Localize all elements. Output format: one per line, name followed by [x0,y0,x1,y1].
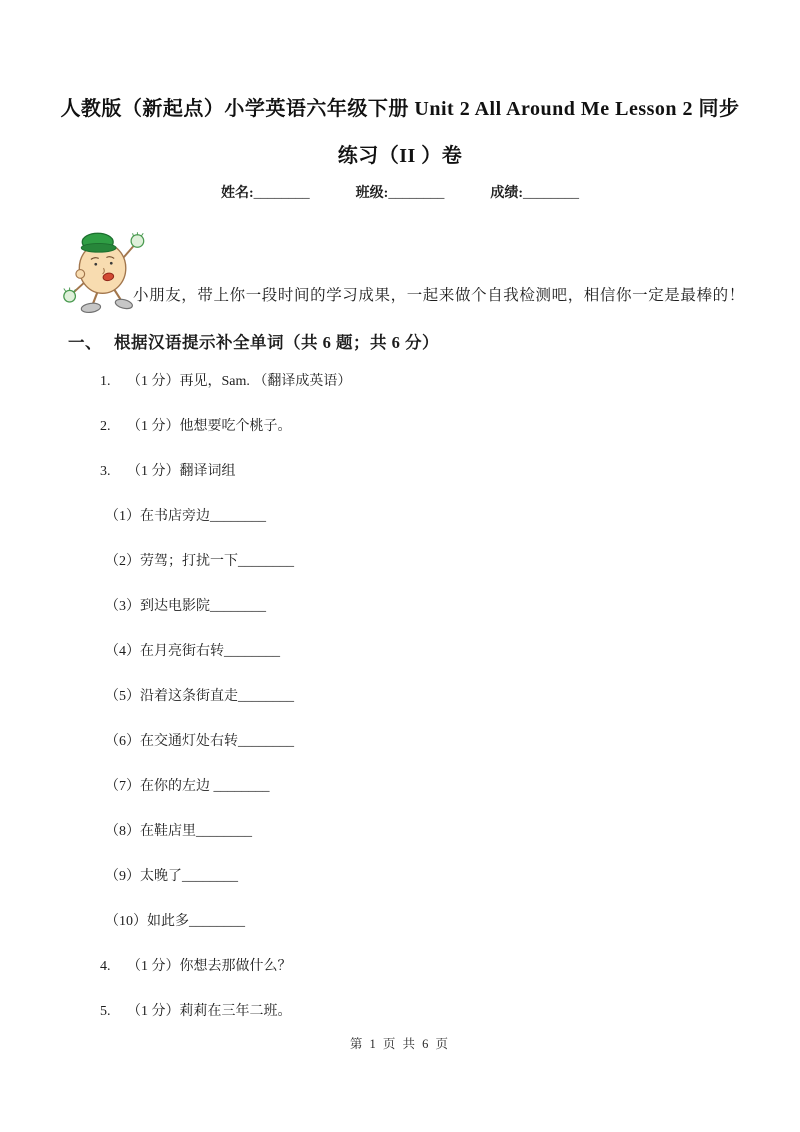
question-2 [0,417,800,462]
subitem-2 [0,552,800,597]
subitem-label: （1） [105,509,140,524]
section-number: 一、 [68,333,102,352]
class-label: 班级: [355,186,389,201]
question-number: 3. [100,464,111,479]
section-title: 根据汉语提示补全单词（共 6 题；共 6 分） [114,333,439,352]
question-number: 5. [100,1004,111,1019]
subitem-label: （6） [105,734,140,749]
question-text: （1 分）翻译词组 [127,464,236,479]
subitem-text: 到达电影院 [140,599,210,614]
answer-blank: ________ [210,599,266,614]
answer-blank: ________ [238,554,294,569]
subitem-5 [0,687,800,732]
subitem-text: 在书店旁边 [140,509,210,524]
question-number: 2. [100,419,111,434]
subitem-text: 在月亮街右转 [140,644,224,659]
subitem-text: 在鞋店里 [140,824,196,839]
question-text: （1 分）你想去那做什么？ [127,959,292,974]
answer-blank: ________ [224,644,280,659]
answer-blank: ________ [196,824,252,839]
score-field [490,182,579,202]
name-blank: ________ [253,186,310,201]
subitem-10 [0,912,800,957]
page-title [40,86,760,180]
answer-blank: ________ [182,869,238,884]
subitem-9 [0,867,800,912]
score-blank: ________ [523,186,579,201]
name-field [221,182,310,202]
subitem-8 [0,822,800,867]
name-label: 姓名: [220,186,254,201]
class-field [356,182,445,202]
subitem-text: 太晚了 [140,869,182,884]
subitem-text: 劳驾；打扰一下 [140,554,238,569]
question-3 [0,462,800,507]
question-4 [0,957,800,1002]
subitem-text: 在交通灯处右转 [140,734,238,749]
subitem-label: （5） [105,689,140,704]
answer-blank: ________ [238,689,294,704]
subitem-label: （2） [105,554,140,569]
subitem-label: （7） [105,779,140,794]
question-1 [0,372,800,417]
subitem-label: （3） [105,599,140,614]
subitem-6 [0,732,800,777]
score-label: 成绩: [490,186,523,201]
subitem-label: （10） [105,914,147,929]
page-title-line2: 练习（II ）卷 [337,145,463,167]
subitem-text: 在你的左边 [140,779,214,794]
question-text: （1 分）他想要吃个桃子。 [127,419,292,434]
question-text: （1 分）莉莉在三年二班。 [127,1004,292,1019]
section-heading [68,329,439,353]
subitem-label: （8） [105,824,140,839]
question-number: 4. [100,959,111,974]
subitem-3 [0,597,800,642]
subitem-text: 如此多 [147,914,189,929]
subitem-4 [0,642,800,687]
answer-blank: ________ [213,779,270,794]
class-blank: ________ [388,186,445,201]
subitem-label: （4） [105,644,140,659]
subitem-1 [0,507,800,552]
question-text: （1 分）再见，Sam. （翻译成英语） [127,374,352,389]
answer-blank: ________ [238,734,294,749]
page-title-line1: 人教版（新起点）小学英语六年级下册 Unit 2 All Around Me Lesson 2 同步 [60,98,740,120]
intro-message: 小朋友，带上你一段时间的学习成果，一起来做个自我检测吧，相信你一定是最棒的！ [133,287,745,304]
subitem-text: 沿着这条街直走 [140,689,238,704]
subitem-label: （9） [105,869,140,884]
answer-blank: ________ [210,509,266,524]
question-number: 1. [100,374,111,389]
student-info-row [0,182,800,202]
subitem-7 [0,777,800,822]
question-list [0,372,800,1047]
answer-blank: ________ [189,914,245,929]
page-footer: 第 1 页 共 6 页 [349,1037,451,1051]
